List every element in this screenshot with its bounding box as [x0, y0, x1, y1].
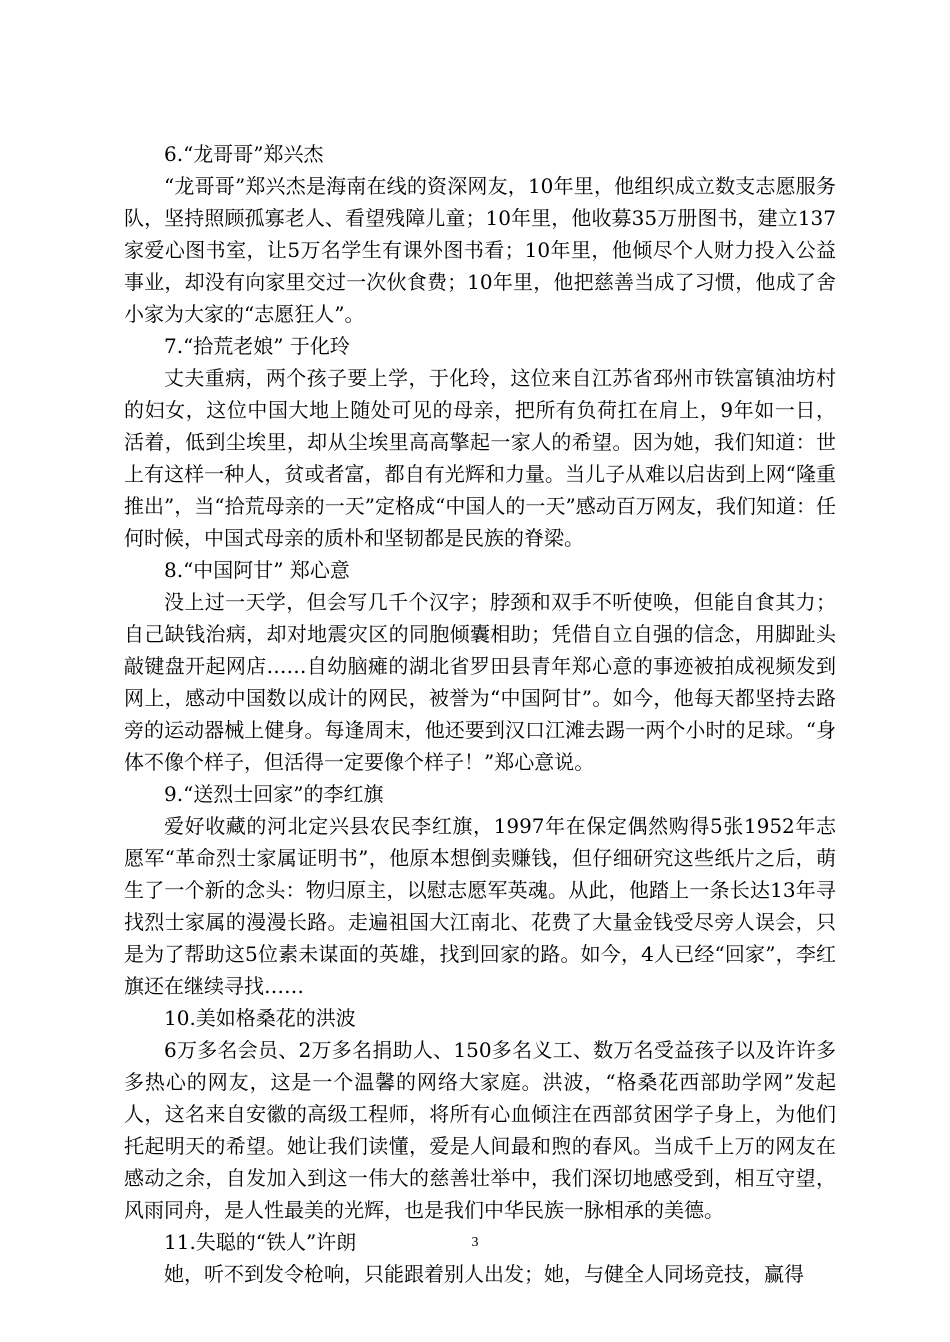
section-paragraph-11: 她，听不到发令枪响，只能跟着别人出发；她，与健全人同场竞技，赢得 — [164, 1262, 804, 1286]
page-number: 3 — [471, 1235, 479, 1250]
section-paragraph-10: 6万多名会员、2万多名捐助人、150多名义工、数万名受益孩子以及许许多多热心的网友，这是一个温馨的网络大家庭。洪波，“格桑花西部助学网”发起人，这名来自安徽的高级工程师，将所有心血倾注在西部贫困学子身上，为他们托起明天的希望。她让我们读懂，爱是人间最和煦的春风。当成千上万的网友在感动之余，自发加入到这一伟大的慈善壮举中，我们深切地感受到，相互守望，风雨同舟，是人性最美的光辉，也是我们中华民族一脉相承的美德。 — [124, 1038, 836, 1222]
section-heading-8: 8.“中国阿甘” 郑心意 — [164, 558, 350, 582]
section-paragraph-6: “龙哥哥”郑兴杰是海南在线的资深网友，10年里，他组织成立数支志愿服务队，坚持照顾孤寡老人、看望残障儿童；10年里，他收募35万册图书，建立137家爱心图书室，让5万名学生有课外图书看；10年里，他倾尽个人财力投入公益事业，却没有向家里交过一次伙食费；10年里，他把慈善当成了习惯，他成了舍小家为大家的“志愿狂人”。 — [124, 174, 836, 326]
section-heading-10: 10.美如格桑花的洪波 — [164, 1006, 356, 1030]
section-heading-7: 7.“拾荒老娘” 于化玲 — [164, 334, 350, 358]
section-heading-9: 9.“送烈士回家”的李红旗 — [164, 782, 384, 806]
section-heading-6: 6.“龙哥哥”郑兴杰 — [164, 142, 324, 166]
page-body — [124, 138, 836, 1290]
section-paragraph-7: 丈夫重病，两个孩子要上学，于化玲，这位来自江苏省邳州市铁富镇油坊村的妇女，这位中国大地上随处可见的母亲，把所有负荷扛在肩上，9年如一日，活着，低到尘埃里，却从尘埃里高高擎起一家人的希望。因为她，我们知道：世上有这样一种人，贫或者富，都自有光辉和力量。当儿子从难以启齿到上网“隆重推出”，当“拾荒母亲的一天”定格成“中国人的一天”感动百万网友，我们知道：任何时候，中国式母亲的质朴和坚韧都是民族的脊梁。 — [124, 366, 836, 550]
section-heading-11: 11.失聪的“铁人”许朗 — [164, 1230, 357, 1254]
section-paragraph-8: 没上过一天学，但会写几千个汉字；脖颈和双手不听使唤，但能自食其力；自己缺钱治病，却对地震灾区的同胞倾囊相助；凭借自立自强的信念，用脚趾头敲键盘开起网店……自幼脑瘫的湖北省罗田县青年郑心意的事迹被拍成视频发到网上，感动中国数以成计的网民，被誉为“中国阿甘”。如今，他每天都坚持去路旁的运动器械上健身。每逢周末，他还要到汉口江滩去踢一两个小时的足球。“身体不像个样子，但活得一定要像个样子！”郑心意说。 — [124, 590, 836, 774]
section-paragraph-9: 爱好收藏的河北定兴县农民李红旗，1997年在保定偶然购得5张1952年志愿军“革命烈士家属证明书”，他原本想倒卖赚钱，但仔细研究这些纸片之后，萌生了一个新的念头：物归原主，以慰志愿军英魂。从此，他踏上一条长达13年寻找烈士家属的漫漫长路。走遍祖国大江南北、花费了大量金钱受尽旁人误会，只是为了帮助这5位素未谋面的英雄，找到回家的路。如今，4人已经“回家”，李红旗还在继续寻找…… — [124, 814, 836, 998]
